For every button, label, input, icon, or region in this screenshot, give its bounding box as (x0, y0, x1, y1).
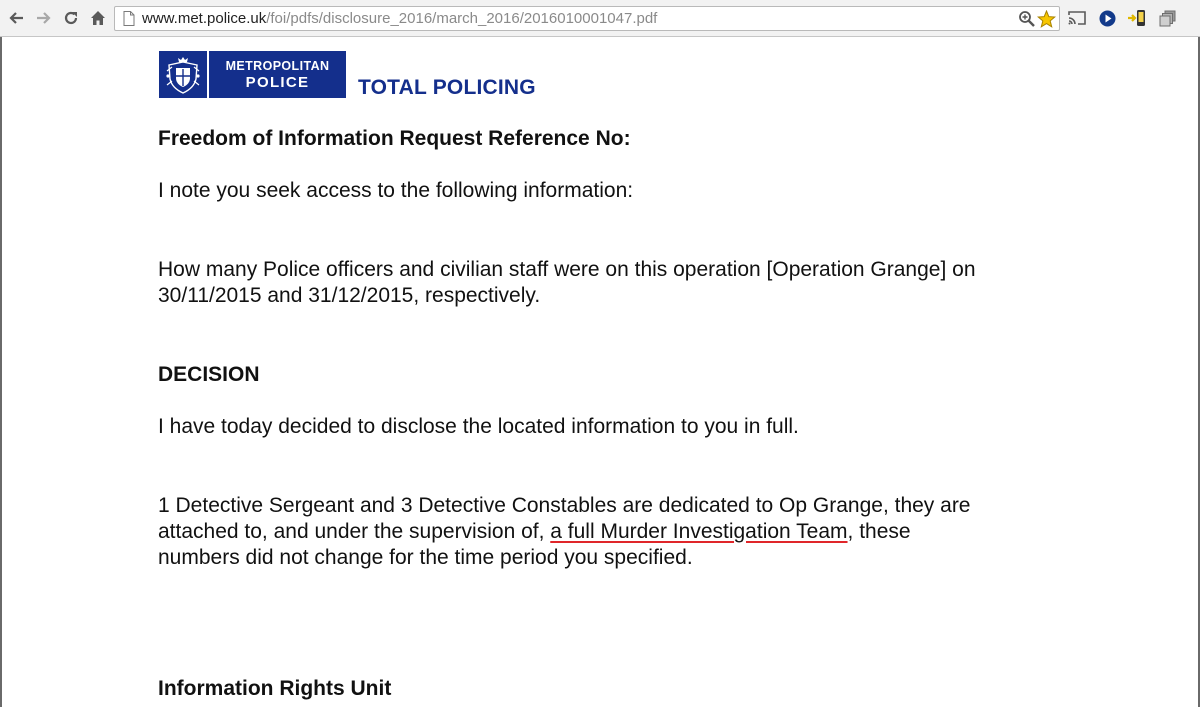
reload-icon (63, 10, 79, 26)
logo-line-police: POLICE (245, 73, 310, 91)
pdf-viewport[interactable] (0, 37, 1200, 707)
met-police-logo (159, 51, 346, 98)
request-line-1: How many Police officers and civilian staff were on this operation [Operation Grange] on (158, 258, 976, 281)
home-icon (90, 10, 106, 26)
zoom-icon[interactable] (1018, 10, 1036, 28)
phone-extension-button[interactable] (1126, 8, 1148, 28)
cast-icon (1068, 11, 1086, 25)
forward-arrow-icon (36, 11, 52, 25)
layers-extension-button[interactable] (1157, 8, 1179, 28)
forward-button[interactable] (34, 8, 54, 28)
footer-heading: Information Rights Unit (158, 677, 392, 700)
layers-extension-icon (1159, 10, 1177, 27)
scrollbar[interactable] (1184, 37, 1198, 707)
answer-line-2 (158, 519, 971, 545)
phone-extension-icon (1127, 9, 1147, 27)
doc-heading: Freedom of Information Request Reference No: (158, 127, 631, 150)
answer-line-3: numbers did not change for the time period you specified. (158, 546, 693, 569)
back-arrow-icon (8, 11, 24, 25)
page-icon (123, 11, 135, 26)
intro-text: I note you seek access to the following information: (158, 179, 634, 202)
logo-wordmark (209, 51, 346, 98)
url-path: /foi/pdfs/disclosure_2016/march_2016/2016010001047.pdf (266, 10, 658, 27)
decision-heading: DECISION (158, 363, 260, 386)
highlighted-phrase: a full Murder Investigation Team (550, 520, 848, 543)
answer-line-2-start: attached to, and under the supervision of, (158, 520, 551, 543)
request-line-2: 30/11/2015 and 31/12/2015, respectively. (158, 284, 541, 307)
address-bar[interactable] (114, 6, 1060, 31)
cast-button[interactable] (1066, 8, 1088, 28)
back-button[interactable] (6, 8, 26, 28)
answer-text (158, 493, 971, 571)
logo-line-metropolitan: METROPOLITAN (225, 58, 330, 73)
url-domain: www.met.police.uk (142, 10, 267, 27)
play-extension-icon (1099, 10, 1116, 27)
browser-toolbar (0, 0, 1200, 37)
reload-button[interactable] (61, 8, 81, 28)
pdf-document (2, 37, 1198, 707)
request-text (158, 257, 976, 309)
star-icon[interactable] (1037, 10, 1056, 28)
url-text[interactable] (142, 10, 657, 28)
home-button[interactable] (88, 8, 108, 28)
logo-tagline: TOTAL POLICING (358, 76, 536, 99)
play-extension-button[interactable] (1096, 8, 1118, 28)
crest (159, 51, 209, 98)
answer-line-2-end: , these (847, 520, 911, 543)
decision-text: I have today decided to disclose the located information to you in full. (158, 415, 799, 438)
answer-line-1: 1 Detective Sergeant and 3 Detective Constables are dedicated to Op Grange, they are (158, 494, 971, 517)
crest-icon (163, 55, 203, 95)
